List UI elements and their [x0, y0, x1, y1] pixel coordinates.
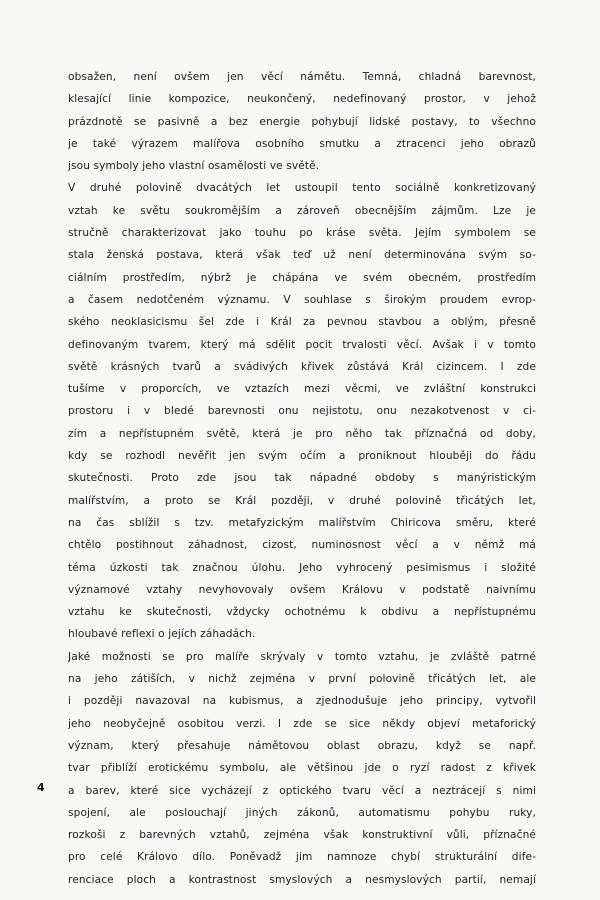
text-line: zím a nepřístupném světě, která je pro něho tak příznačná od doby, [68, 427, 536, 440]
text-line: Jaké možnosti se pro malíře skrývaly v tomto vztahu, je zvláště patrné [68, 650, 536, 663]
text-line: téma úzkosti tak značnou úlohu. Jeho vyhrocený pesimismus i složité [68, 561, 536, 574]
text-line: prázdnotě se pasivně a bez energie pohybují lidské postavy, to všechno [68, 115, 536, 128]
text-line: ciálním prostředím, nýbrž je chápána ve svém obecném, prostředím [68, 271, 536, 284]
text-line: ského neoklasicismu šel zde i Král za pevnou stavbou a oblým, přesně [68, 316, 536, 329]
text-line: a časem nedotčeném významu. V souhlase s širokým proudem evrop- [68, 293, 536, 306]
text-line: malířstvím, a proto se Král později, v druhé polovině třicátých let, [68, 494, 536, 507]
text-line: je také výrazem malířova osobního smutku a ztracenci jeho obrazů [68, 137, 536, 150]
text-line: klesající linie kompozice, neukončený, nedefinovaný prostor, v jehož [68, 93, 536, 106]
text-line: jeho neobyčejně osobitou verzi. I zde se sice někdy objeví metaforický [68, 717, 536, 730]
text-line: kdy se rozhodl nevěřit jen svým očím a proniknout hlouběji do řádu [68, 450, 536, 463]
text-line: renciace ploch a kontrastnost smyslových a nesmyslových partií, nemají [68, 873, 536, 886]
text-line: na čas sblížil s tzv. metafyzickým malířstvím Chiricova směru, které [68, 516, 536, 529]
text-line: chtělo postihnout záhadnost, cizost, numinosnost věcí a v němž má [68, 539, 536, 552]
text-line: tvar přiblíží erotickému symbolu, ale většinou jde o ryzí radost z křivek [68, 762, 536, 775]
text-line: pro celé Královo dílo. Poněvadž jim namnoze chybí strukturální dife- [68, 851, 536, 864]
page-number: 4 [37, 781, 45, 794]
text-line: V druhé polovině dvacátých let ustoupil tento sociálně konkretizovaný [68, 182, 536, 195]
body-text [68, 66, 536, 891]
text-line: na jeho zátiších, v nichž zejména v první polovině třicátých let, ale [68, 673, 536, 686]
text-line: význam, který přesahuje námětovou oblast obrazu, když se např. [68, 739, 536, 752]
text-line: prostoru i v bledé barevnosti onu nejistotu, onu nezakotvenost v ci- [68, 405, 536, 418]
text-line: definovaným tvarem, který má sdělit pocit trvalosti věcí. Avšak i v tomto [68, 338, 536, 351]
text-line: obsažen, není ovšem jen věcí námětu. Temná, chladná barevnost, [68, 71, 536, 83]
text-line: vztahu ke skutečnosti, vždycky ochotnému k obdivu a nepřístupnému [68, 606, 536, 619]
text-line: skutečnosti. Proto zde jsou tak nápadné obdoby s manýristickým [68, 472, 536, 485]
text-line: a barev, které sice vycházejí z optického tvaru věcí a neztrácejí s nimi [68, 784, 536, 797]
text-line: stručně charakterizovat jako touhu po kráse světa. Jejím symbolem se [68, 227, 536, 240]
text-line: stala ženská postava, která však teď už není determinována svým so- [68, 249, 536, 262]
text-line: rozkoši z barevných vztahů, zejména však konstruktivní vůli, příznačné [68, 829, 536, 842]
text-line: jsou symboly jeho vlastní osamělosti ve světě. [68, 160, 320, 173]
text-line: hloubavé reflexi o jejích záhadách. [68, 628, 256, 641]
text-line: významové vztahy nevyhovovaly ovšem Královu v podstatě naivnímu [68, 583, 536, 596]
text-line: spojení, ale poslouchají jiných zákonů, automatismu pohybu ruky, [68, 806, 536, 819]
text-line: světě krásných tvarů a svádivých křivek zůstává Král cizincem. I zde [68, 360, 536, 373]
text-line: tušíme v proporcích, ve vztazích mezi věcmi, ve zvláštní konstrukci [68, 383, 536, 396]
text-line: vztah ke světu soukromějším a zároveň obecnějším zájmům. Lze je [68, 204, 536, 217]
text-line: i později navazoval na kubismus, a zjednodušuje jeho principy, vytvořil [68, 695, 536, 708]
